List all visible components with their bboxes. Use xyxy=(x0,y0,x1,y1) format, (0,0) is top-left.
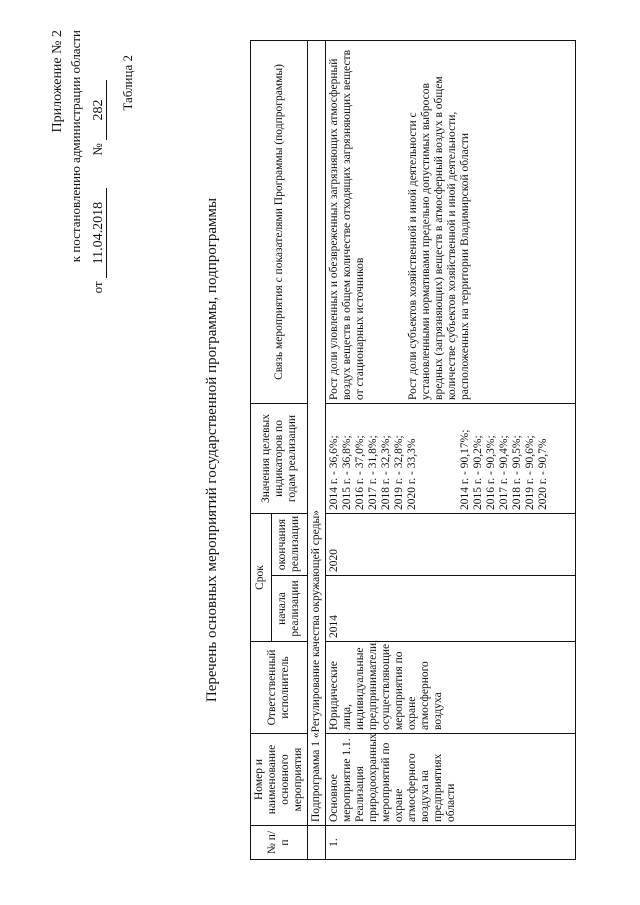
link-block-b: Рост доли субъектов хозяйственной и иной деятельности с установленными нормативами предельно допустимых выбросов вредных (загрязняющих) веществ в атмосферный воздух в общем количестве субъектов хозяйственной и иной деятельности, расположенных на территории Владимирской области xyxy=(407,76,471,400)
decree-number: 282 xyxy=(91,80,107,140)
row-link xyxy=(326,41,576,404)
appendix-title: Приложение № 2 xyxy=(50,30,65,133)
header-start: начала реализации xyxy=(271,576,307,642)
appendix-decree-line: к постановлению администрации области xyxy=(68,30,83,263)
row-start: 2014 xyxy=(326,576,576,642)
appendix-date-line xyxy=(90,80,107,293)
table-label: Таблица 2 xyxy=(120,55,135,111)
measures-table xyxy=(250,40,606,860)
decree-date: 11.04.2018 xyxy=(91,188,107,278)
table-row xyxy=(326,41,576,860)
row-end: 2020 xyxy=(326,513,576,575)
header-executor: Ответственный исполнитель xyxy=(251,642,308,734)
header-indicators: Значения целевых индикаторов по годам реализации xyxy=(251,403,308,513)
rotated-page xyxy=(10,20,620,880)
row-name: Основное мероприятие 1.1. Реализация природоохранных мероприятий по охране атмосферного воздуха на предприятиях области xyxy=(326,734,576,826)
document-title: Перечень основных мероприятий государственной программы, подпрограммы xyxy=(204,197,220,703)
header-end: окончания реализации xyxy=(271,513,307,575)
link-block-a: Рост доли уловленных и обезвреженных загрязняющих атмосферный воздух веществ в общем количестве отходящих загрязняющих веществ от стационарных источников xyxy=(328,49,366,400)
row-num: 1. xyxy=(326,826,576,860)
indicators-block-a: 2014 г. - 36,6%; 2015 г. - 36,8%; 2016 г. - 37,0%; 2017 г. - 31,8%; 2018 г. - 32,3%; 2019 г. - 32,8%; 2020 г. - 33,3% xyxy=(328,435,418,510)
header-num: № п/п xyxy=(251,826,308,860)
row-indicators xyxy=(326,403,576,513)
from-label: от xyxy=(90,281,105,294)
indicators-block-b: 2014 г. - 90,17%; 2015 г. - 90,2%; 2016 г. - 90,3%; 2017 г. - 90,4%; 2018 г. - 90,5%; 2019 г. - 90,6%; 2020 г. - 90,7% xyxy=(459,429,549,510)
subprogram-title: Подпрограмма 1 «Регулирование качества окружающей среды» xyxy=(308,41,326,826)
header-name: Номер и наименование основного мероприятия xyxy=(251,734,308,826)
number-label: № xyxy=(90,143,105,156)
header-term: Срок xyxy=(251,513,272,641)
row-executor: Юридические лица, индивидуальные предприниматели, осуществляющие мероприятия по охране атмосферного воздуха xyxy=(326,642,576,734)
header-link: Связь мероприятия с показателями Программы (подпрограммы) xyxy=(251,41,308,404)
